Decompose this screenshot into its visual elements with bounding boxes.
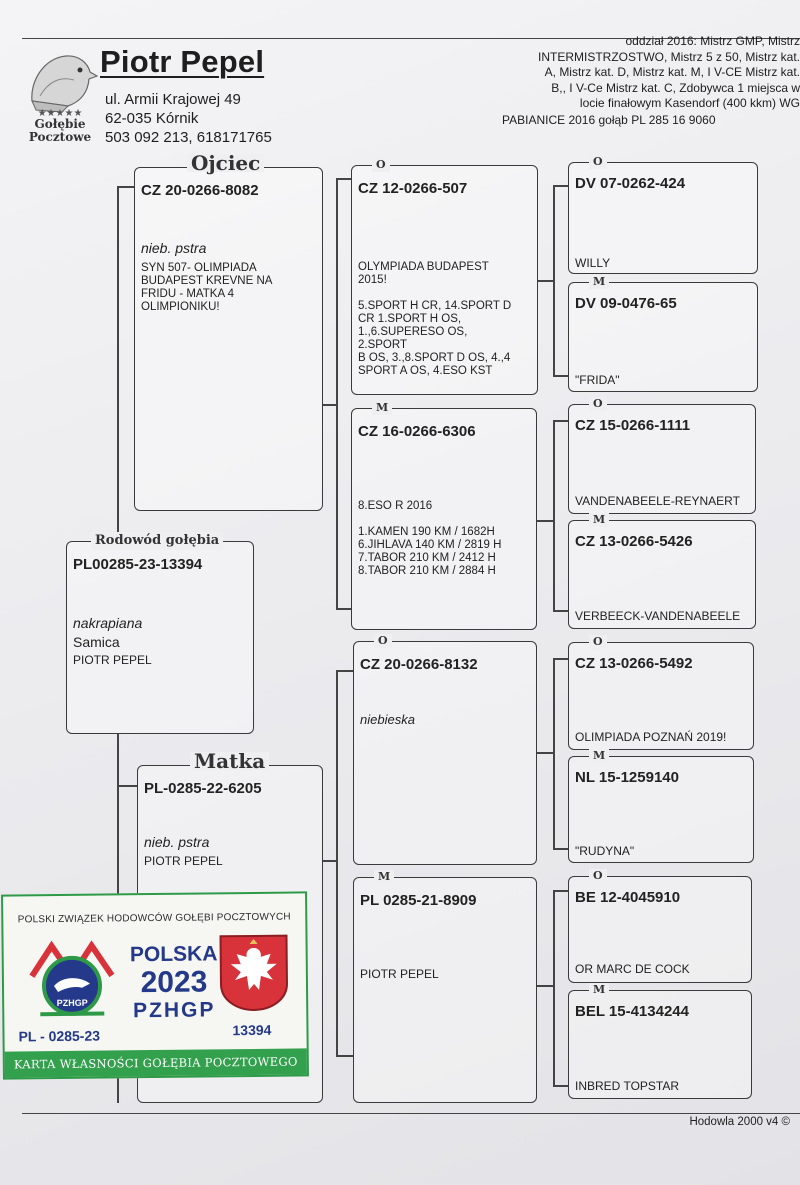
pigeon-ring: PL00285-23-13394 — [73, 556, 203, 573]
pzhgp-logo-icon — [21, 935, 122, 1022]
fmf-box — [568, 397, 756, 514]
fmm-label: M — [589, 513, 609, 527]
mf-box — [353, 634, 537, 865]
mmm-notes: INBRED TOPSTAR — [575, 1079, 680, 1093]
phone-numbers: 503 092 213, 618171765 — [105, 129, 272, 146]
mm-label: M — [374, 870, 394, 884]
connector — [336, 608, 352, 610]
footer-text: Hodowla 2000 v4 © — [689, 1116, 790, 1128]
ff-ring: CZ 12-0266-507 — [358, 180, 468, 197]
footer-rule — [22, 1113, 800, 1114]
card-ring-prefix: PL - 0285-23 — [18, 1027, 101, 1045]
connector — [336, 670, 354, 672]
father-notes: SYN 507- OLIMPIADA BUDAPEST KREVNE NA FRIDU - MATKA 4 OLIMPIONIKU! — [141, 262, 273, 313]
card-year: 2023 — [140, 965, 208, 1000]
mf-label: O — [374, 634, 392, 648]
fff-box — [568, 155, 758, 274]
card-bottom-text: KARTA WŁASNOŚCI GOŁĘBIA POCZTOWEGO — [5, 1048, 307, 1077]
connector — [553, 848, 569, 850]
ffm-ring: DV 09-0476-65 — [575, 295, 677, 312]
mfm-notes: "RUDYNA" — [575, 844, 635, 858]
mmm-box — [568, 983, 752, 1099]
connector — [537, 280, 553, 282]
pigeon-box — [66, 533, 254, 734]
mother-color: nieb. pstra — [144, 834, 210, 850]
connector — [553, 420, 555, 610]
mf-color: niebieska — [360, 712, 415, 727]
address-line1: ul. Armii Krajowej 49 — [105, 91, 241, 108]
achievements-text-2: PABIANICE 2016 gołąb PL 285 16 9060 — [502, 113, 716, 127]
connector — [336, 178, 338, 608]
connector — [117, 785, 137, 787]
pigeon-breeder: PIOTR PEPEL — [73, 653, 152, 667]
ffm-label: M — [589, 275, 609, 289]
mff-label: O — [589, 635, 607, 649]
ff-notes: OLYMPIADA BUDAPEST 2015! 5.SPORT H CR, 14.SPORT D CR 1.SPORT H OS, 1.,6.SUPERESO OS, 2.SPORT B OS, 3.,8.SPORT D OS, 4.,4 SPORT A OS, 4.ESO KST — [358, 261, 512, 377]
svg-text:PZHGP: PZHGP — [56, 997, 88, 1009]
mmm-label: M — [589, 983, 609, 997]
fm-label: M — [372, 401, 392, 415]
card-country: POLSKA — [129, 942, 218, 967]
mfm-box — [568, 749, 754, 863]
mother-notes: PIOTR PEPEL — [144, 854, 223, 868]
connector — [553, 890, 569, 892]
fmm-ring: CZ 13-0266-5426 — [575, 533, 693, 550]
card-country-block — [126, 942, 223, 1023]
connector — [553, 185, 555, 375]
mother-label: Matka — [190, 752, 269, 770]
connector — [537, 752, 553, 754]
ffm-box — [568, 275, 758, 392]
connector — [537, 985, 553, 987]
mff-box — [568, 635, 754, 750]
father-label: Ojciec — [187, 154, 264, 172]
mff-notes: OLIMPIADA POZNAŃ 2019! — [575, 730, 727, 744]
ff-label: O — [372, 158, 390, 172]
connector — [553, 1085, 569, 1087]
connector — [336, 178, 352, 180]
connector — [553, 890, 555, 1085]
mmf-box — [568, 869, 752, 983]
mmf-label: O — [589, 869, 607, 883]
connector — [553, 658, 569, 660]
connector — [322, 860, 336, 862]
logo-text: Gołębie Pocztowe — [28, 117, 92, 144]
connector — [553, 185, 569, 187]
connector — [537, 520, 553, 522]
connector — [553, 420, 569, 422]
achievements-text: oddział 2016: Mistrz GMP, Mistrz INTERMISTRZOSTWO, Mistrz 5 z 50, Mistrz kat. A, Mistrz kat. D, Mistrz kat. M, I V-CE Mistrz kat. B,, I V-Ce Mistrz kat. C, Zdobywca 1 miejsca w locie finałowym Kasendorf (400 kkm) WG — [537, 34, 800, 110]
mmf-notes: OR MARC DE COCK — [575, 962, 690, 976]
connector — [117, 186, 119, 540]
card-top-text: POLSKI ZWIĄZEK HODOWCÓW GOŁĘBI POCZTOWYCH — [17, 911, 291, 926]
card-org: PZHGP — [132, 998, 216, 1023]
fm-ring: CZ 16-0266-6306 — [358, 423, 476, 440]
pigeon-label: Rodowód gołębia — [91, 532, 223, 550]
father-ring: CZ 20-0266-8082 — [141, 182, 259, 199]
pigeon-sex: Samica — [73, 634, 120, 650]
mm-box — [353, 870, 537, 1103]
connector — [322, 404, 336, 406]
connector — [117, 186, 135, 188]
connector — [553, 658, 555, 848]
card-ring-number: 13394 — [232, 1021, 272, 1039]
fff-notes: WILLY — [575, 256, 611, 270]
mff-ring: CZ 13-0266-5492 — [575, 655, 693, 672]
fm-box — [351, 401, 537, 630]
address-line2: 62-035 Kórnik — [105, 110, 199, 127]
fmf-ring: CZ 15-0266-1111 — [575, 417, 691, 434]
mother-ring: PL-0285-22-6205 — [144, 780, 262, 797]
mm-ring: PL 0285-21-8909 — [360, 892, 477, 909]
pigeon-color: nakrapiana — [73, 615, 143, 631]
connector — [336, 1055, 354, 1057]
connector — [553, 610, 569, 612]
mm-notes: PIOTR PEPEL — [360, 967, 439, 981]
fm-notes: 8.ESO R 2016 1.KAMEN 190 KM / 1682H 6.JIHLAVA 140 KM / 2819 H 7.TABOR 210 KM / 2412 H 8.TABOR 210 KM / 2884 H — [358, 500, 502, 577]
fmf-notes: VANDENABEELE-REYNAERT — [575, 494, 740, 508]
mf-ring: CZ 20-0266-8132 — [360, 656, 478, 673]
connector — [336, 670, 338, 1055]
connector — [553, 375, 569, 377]
fmf-label: O — [589, 397, 607, 411]
fmm-notes: VERBEECK-VANDENABEELE — [575, 609, 741, 623]
mmf-ring: BE 12-4045910 — [575, 889, 681, 906]
mfm-label: M — [589, 749, 609, 763]
fff-label: O — [589, 155, 607, 169]
ownership-card — [1, 891, 309, 1079]
owner-name: Piotr Pepel — [100, 44, 265, 79]
fmm-box — [568, 513, 756, 629]
ff-box — [351, 158, 538, 395]
father-box — [134, 151, 323, 511]
father-color: nieb. pstra — [141, 240, 207, 256]
svg-text:★★★★★: ★★★★★ — [37, 108, 83, 116]
mfm-ring: NL 15-1259140 — [575, 769, 679, 786]
mmm-ring: BEL 15-4134244 — [575, 1003, 689, 1020]
fff-ring: DV 07-0262-424 — [575, 175, 686, 192]
ffm-notes: "FRIDA" — [575, 373, 620, 387]
eagle-emblem-icon — [218, 934, 289, 1013]
